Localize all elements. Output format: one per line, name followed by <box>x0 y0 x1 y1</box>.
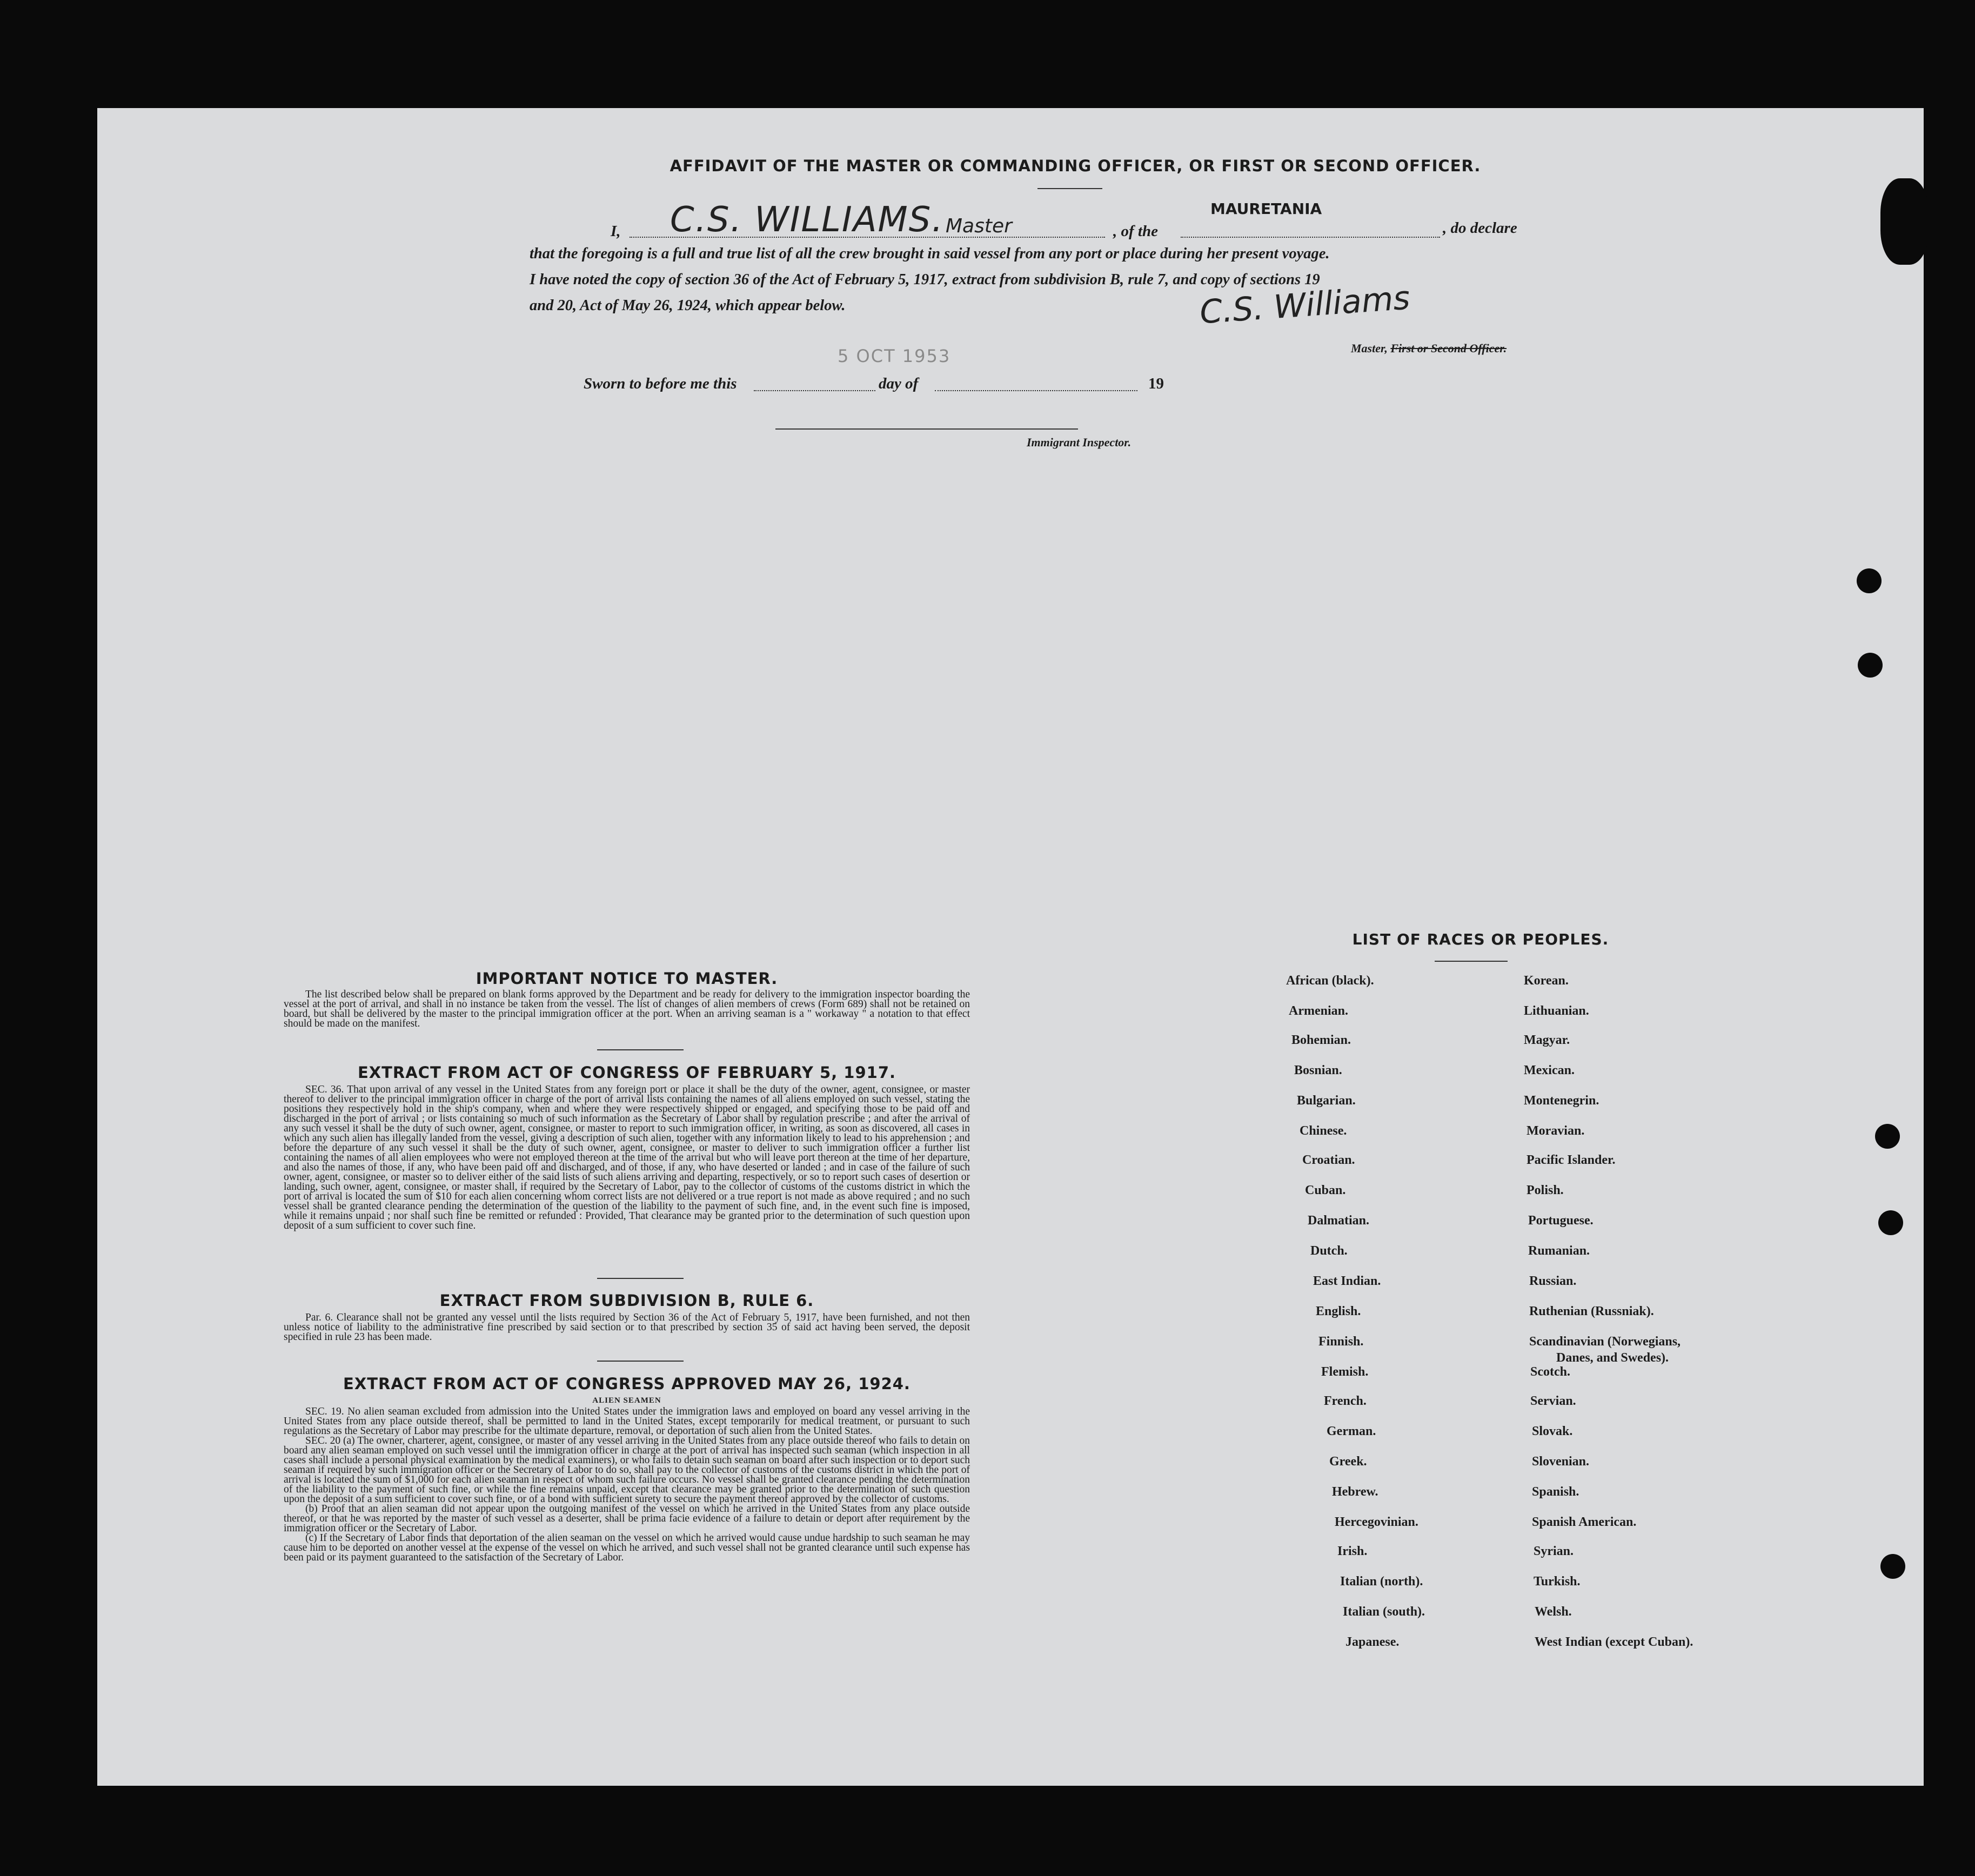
race-item: Pacific Islander. <box>1527 1153 1616 1167</box>
race-item: Flemish. <box>1321 1365 1369 1379</box>
race-item: Finnish. <box>1318 1335 1364 1349</box>
race-item: Spanish. <box>1532 1485 1579 1499</box>
race-item: French. <box>1324 1394 1367 1408</box>
race-item: Turkish. <box>1534 1574 1581 1589</box>
race-item: Portuguese. <box>1528 1214 1594 1228</box>
punch-hole <box>1875 1124 1900 1149</box>
extract-1924-title: EXTRACT FROM ACT OF CONGRESS APPROVED MAY 26, 1924. <box>343 1375 910 1393</box>
race-item: Russian. <box>1529 1274 1577 1288</box>
affidavit-title: AFFIDAVIT OF THE MASTER OR COMMANDING OFFICER, OR FIRST OR SECOND OFFICER. <box>670 157 1481 175</box>
race-item: Bohemian. <box>1291 1033 1351 1047</box>
notice-divider <box>597 1049 684 1050</box>
notice-body: The list described below shall be prepared on blank forms approved by the Department and be ready for delivery to the immigration inspector boarding the vessel at the port of arrival, and shall in no instance be taken from the vessel. The list of changes of alien members of crews (Form 689) shall not be retained on board, but shall be delivered by the master to the principal immigration officer at the port. When an arriving seaman is a " workaway " a notation to that effect should be made on the manifest. <box>284 989 970 1029</box>
race-item: Italian (north). <box>1340 1574 1423 1589</box>
race-item: Lithuanian. <box>1524 1004 1589 1018</box>
vessel-name: MAURETANIA <box>1210 200 1322 218</box>
race-item: Syrian. <box>1534 1544 1574 1558</box>
manifest-page <box>97 108 1924 1786</box>
sworn-day-of: day of <box>879 375 919 392</box>
section-20a: SEC. 20 (a) The owner, charterer, agent, consignee, or master of any vessel arriving in the United States from any place outside thereof who fails to detain on board any alien seaman employed on such vessel until the immigration officer in charge at the port of arrival has inspected such seaman (which inspection in all cases shall include a personal physical examination by the medical examiners), or who fails to detain such seaman on board after such inspection or to deport such seaman if required by such immigration officer or the Secretary of Labor to do so, shall pay to the collector of customs of the customs district in which the port of arrival is located the sum of $1,000 for each alien seaman in respect of whom such failure occurs. No vessel shall be granted clearance pending the determination of the liability to the payment of such fine, or while the fine remains unpaid, except that clearance may be granted prior to the determination of such question upon the deposit of a sum sufficient to cover such fine, or of a bond with sufficient surety to secure the payment thereof approved by the collector of customs. <box>284 1435 970 1505</box>
race-item: Dalmatian. <box>1308 1214 1369 1228</box>
race-item: Slovak. <box>1532 1424 1573 1438</box>
sworn-day-blank <box>754 390 875 391</box>
race-item: German. <box>1327 1424 1376 1438</box>
sworn-month-blank <box>935 390 1137 391</box>
punch-hole <box>1857 568 1882 593</box>
extract-1924-subtitle: ALIEN SEAMEN <box>592 1396 661 1405</box>
punch-hole <box>1880 1554 1905 1579</box>
race-item: East Indian. <box>1313 1274 1381 1288</box>
race-item: Croatian. <box>1302 1153 1355 1167</box>
subdivision-b-divider <box>597 1361 684 1362</box>
signer-title-master: Master, <box>1351 341 1388 355</box>
race-item: Scotch. <box>1530 1365 1570 1379</box>
race-item: Scandinavian (Norwegians, <box>1529 1335 1681 1349</box>
notice-title: IMPORTANT NOTICE TO MASTER. <box>476 969 778 988</box>
race-item: Bosnian. <box>1294 1063 1342 1077</box>
race-item: Slovenian. <box>1532 1455 1590 1469</box>
race-item: Armenian. <box>1289 1004 1348 1018</box>
handwritten-rank: Master <box>946 215 1012 237</box>
race-item: Welsh. <box>1535 1605 1572 1619</box>
declaration-i: I, <box>611 223 621 240</box>
race-item: Rumanian. <box>1528 1244 1590 1258</box>
race-item: Japanese. <box>1345 1635 1400 1649</box>
master-signature: C.S. Williams <box>1199 279 1411 332</box>
section-19: SEC. 19. No alien seaman excluded from admission into the United States under the immigration laws and employed on board any vessel arriving in the United States from any place outside thereof, shall be permitted to land in the United States, except temporarily for medical treatment, or pursuant to such regulations as the Secretary of Labor may prescribe for the ultimate departure, removal, or deportation of such alien from the United States. <box>284 1406 970 1437</box>
affidavit-body-line3: and 20, Act of May 26, 1924, which appear below. <box>530 297 846 314</box>
punch-hole <box>1878 1210 1903 1235</box>
race-item: Greek. <box>1329 1455 1367 1469</box>
race-item: Irish. <box>1337 1544 1368 1558</box>
handwritten-name: C.S. WILLIAMS. <box>670 200 944 240</box>
affidavit-body-line1: that the foregoing is a full and true list of all the crew brought in said vessel from any port or place during her present voyage. <box>530 245 1330 262</box>
race-item: Magyar. <box>1524 1033 1570 1047</box>
section-20c: (c) If the Secretary of Labor finds that deportation of the alien seaman on the vessel on which he arrived would cause undue hardship to such seaman he may cause him to be deported on another vessel at the expense of the vessel on which he arrived, and such vessel shall not be granted clearance until such expense has been paid or its payment guaranteed to the satisfaction of the Secretary of Labor. <box>284 1532 970 1563</box>
extract-1917-body: SEC. 36. That upon arrival of any vessel in the United States from any foreign port or place it shall be the duty of the owner, agent, consignee, or master thereof to deliver to the principal immigration officer in charge of the port of arrival lists containing the names of all aliens employed on such vessel, stating the positions they respectively hold in the ship's company, when and where they were respectively shipped or engaged, and specifying those to be paid off and discharged in the port of arrival ; or lists containing so much of such information as the Secretary of Labor shall by regulation prescribe ; and after the arrival of any such vessel it shall be the duty of such owner, agent, consignee, or master to report to such immigration officer, in writing, as soon as discovered, all cases in which any such alien has illegally landed from the vessel, giving a description of such alien, together with any information likely to lead to his apprehension ; and before the departure of any such vessel it shall be the duty of such owner, agent, consignee, or master to deliver to such immigration officer a further list containing the names of all alien employees who were not employed thereon at the time of the arrival but who will leave port thereon at the time of her departure, and also the names of those, if any, who have been paid off and discharged, and of those, if any, who have deserted or landed ; and in case of the failure of such owner, agent, consignee, or master so to deliver either of the said lists of such aliens arriving and departing, respectively, or so to report such cases of desertion or landing, such owner, agent, consignee, or master shall, if required by the Secretary of Labor, pay to the collector of customs of the customs district in which the port of arrival is located the sum of $10 for each alien concerning whom correct lists are not delivered or a true report is not made as above required ; and no such vessel shall be granted clearance pending the determination of the question of the liability to the payment of such fine, and, in the event such fine is imposed, while it remains unpaid ; nor shall such fine be remitted or refunded : Provided, That clearance may be granted prior to the determination of such question upon deposit of a sum sufficient to cover such fine. <box>284 1084 970 1231</box>
sworn-year: 19 <box>1148 375 1164 392</box>
of-the-label: , of the <box>1113 223 1158 240</box>
title-divider <box>1037 188 1102 189</box>
extract-1917-divider <box>597 1278 684 1279</box>
race-item: Italian (south). <box>1343 1605 1425 1619</box>
extract-1924-body <box>284 1407 970 1563</box>
vessel-blank <box>1181 237 1440 238</box>
race-item: African (black). <box>1286 974 1374 988</box>
section-20b: (b) Proof that an alien seaman did not appear upon the outgoing manifest of the vessel on which he arrived in the United States from any place outside thereof, or that he was reported by the master of such vessel as a deserter, shall be prima facie evidence of a failure to detain or deport after requirement by the immigration officer or the Secretary of Labor. <box>284 1503 970 1534</box>
race-item: Hebrew. <box>1332 1485 1378 1499</box>
race-item: Mexican. <box>1524 1063 1575 1077</box>
race-item: Ruthenian (Russniak). <box>1529 1304 1654 1318</box>
race-item: West Indian (except Cuban). <box>1535 1635 1693 1649</box>
inspector-label: Immigrant Inspector. <box>1027 435 1132 449</box>
race-item: Korean. <box>1524 974 1569 988</box>
race-item: Dutch. <box>1310 1244 1348 1258</box>
race-scandinavian-continuation: Danes, and Swedes). <box>1556 1351 1669 1365</box>
race-item: Montenegrin. <box>1524 1094 1599 1108</box>
race-item: Polish. <box>1527 1183 1564 1197</box>
binding-stub <box>1880 178 1929 265</box>
races-divider <box>1435 961 1508 962</box>
inspector-signature-line <box>775 428 1078 430</box>
do-declare-label: , do declare <box>1443 219 1517 237</box>
sworn-prefix: Sworn to before me this <box>584 375 737 392</box>
race-item: Servian. <box>1530 1394 1576 1408</box>
affidavit-body-line2: I have noted the copy of section 36 of the Act of February 5, 1917, extract from subdivision B, rule 7, and copy of sections 19 <box>530 271 1320 288</box>
race-item: Cuban. <box>1305 1183 1346 1197</box>
subdivision-b-body: Par. 6. Clearance shall not be granted any vessel until the lists required by Section 36 of the Act of February 5, 1917, have been furnished, and not then unless notice of liability to the administrative fine prescribed by said section or to that prescribed by section 35 of said act having been served, the deposit specified in rule 23 has been made. <box>284 1312 970 1343</box>
race-item: Chinese. <box>1300 1124 1347 1138</box>
races-title: LIST OF RACES OR PEOPLES. <box>1352 930 1609 948</box>
race-item: English. <box>1316 1304 1361 1318</box>
race-item: Bulgarian. <box>1297 1094 1356 1108</box>
signer-title-struck: First or Second Officer. <box>1390 341 1507 355</box>
extract-1917-title: EXTRACT FROM ACT OF CONGRESS OF FEBRUARY 5, 1917. <box>357 1063 896 1082</box>
date-stamp: 5 OCT 1953 <box>838 346 951 366</box>
race-item: Hercegovinian. <box>1335 1515 1418 1529</box>
punch-hole <box>1858 653 1883 678</box>
signer-title <box>1351 341 1507 356</box>
race-item: Spanish American. <box>1532 1515 1637 1529</box>
race-item: Moravian. <box>1527 1124 1585 1138</box>
subdivision-b-title: EXTRACT FROM SUBDIVISION B, RULE 6. <box>439 1291 814 1310</box>
